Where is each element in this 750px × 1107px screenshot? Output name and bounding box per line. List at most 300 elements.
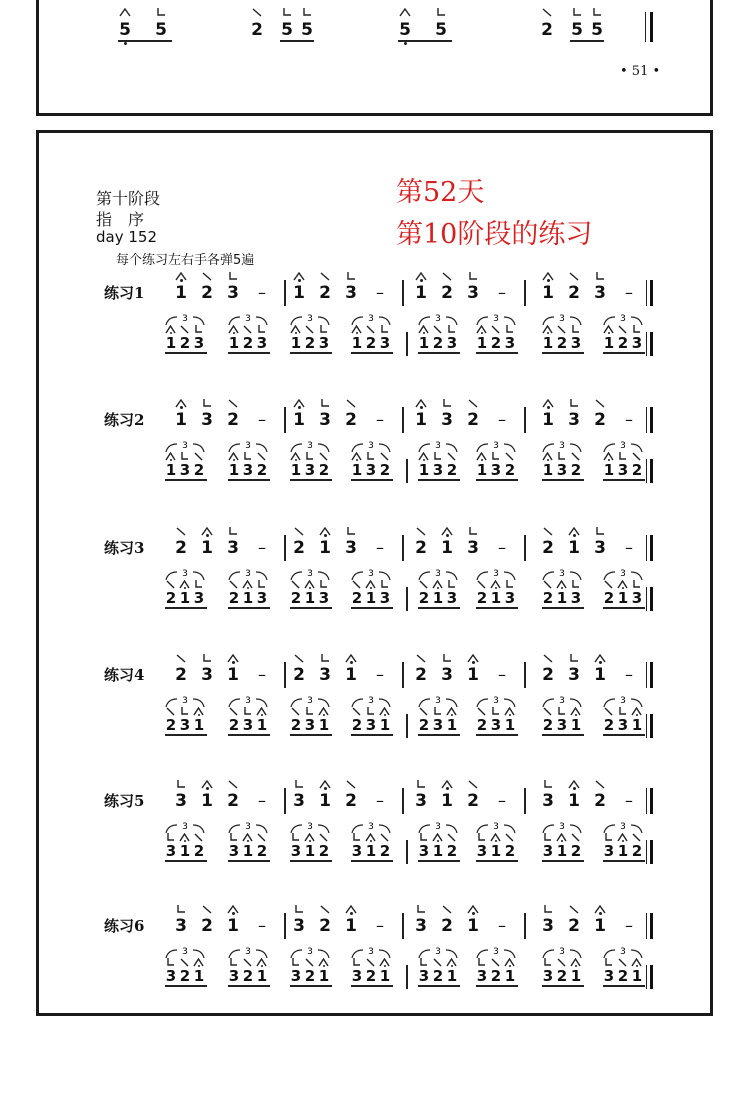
- note: 2: [345, 410, 357, 430]
- hook-mark-icon: [418, 833, 429, 842]
- hook-mark-icon: [379, 580, 390, 589]
- slash-mark-icon: [432, 325, 443, 334]
- exercise-label: 练习2: [104, 411, 145, 429]
- barline: [646, 714, 647, 738]
- slash-mark-icon: [415, 654, 427, 663]
- triplet-number: 3: [245, 696, 251, 706]
- slash-mark-icon: [556, 325, 567, 334]
- triplet-number: 3: [182, 696, 188, 706]
- triplet-underline: [476, 479, 518, 481]
- hook-mark-icon: [476, 958, 487, 967]
- note: 3: [467, 283, 479, 303]
- triplet-note: 1: [631, 716, 643, 734]
- triplet-note: 3: [304, 461, 316, 479]
- triplet-note: 1: [165, 461, 177, 479]
- high-octave-dot: [370, 840, 372, 842]
- triplet-underline: [476, 734, 518, 736]
- triplet-note: 2: [193, 842, 205, 860]
- barline: [402, 535, 404, 561]
- note: 1: [201, 791, 213, 811]
- triplet-underline: [290, 479, 332, 481]
- triplet-number: 3: [559, 441, 565, 451]
- high-octave-dot: [384, 965, 386, 967]
- final-barline: [650, 662, 653, 688]
- triplet-number: 3: [620, 947, 626, 957]
- hook-mark-icon: [193, 580, 204, 589]
- slash-mark-icon: [568, 272, 580, 281]
- triplet-note: 1: [490, 589, 502, 607]
- note: 2: [227, 410, 239, 430]
- barline: [402, 407, 404, 433]
- note: 3: [568, 410, 580, 430]
- triplet-note: 2: [304, 334, 316, 352]
- note: 2: [594, 410, 606, 430]
- note: 2: [568, 916, 580, 936]
- stage-title: 第十阶段: [96, 189, 161, 208]
- triplet-number: 3: [559, 314, 565, 324]
- triplet-number: 3: [559, 822, 565, 832]
- high-octave-dot: [451, 965, 453, 967]
- triplet-arc-icon: [289, 694, 331, 708]
- hook-mark-icon: [504, 580, 515, 589]
- barline: [406, 714, 408, 738]
- triplet-note: 1: [351, 334, 363, 352]
- triplet-arc-icon: [417, 312, 459, 326]
- triplet-underline: [603, 607, 645, 609]
- triplet-note: 2: [351, 716, 363, 734]
- barline: [402, 280, 404, 306]
- triplet-arc-icon: [164, 694, 206, 708]
- triplet-underline: [542, 860, 584, 862]
- low-octave-dot: [404, 42, 407, 45]
- triplet-note: 3: [603, 842, 615, 860]
- high-octave-dot: [233, 459, 235, 461]
- triplet-note: 2: [490, 334, 502, 352]
- slash-mark-icon: [594, 399, 606, 408]
- high-octave-dot: [261, 714, 263, 716]
- high-octave-dot: [324, 787, 327, 790]
- slash-mark-icon: [165, 707, 176, 716]
- triplet-note: 3: [542, 967, 554, 985]
- triplet-note: 3: [476, 967, 488, 985]
- hook-mark-icon: [227, 527, 239, 536]
- sustain-dash: –: [625, 538, 633, 557]
- previous-page-frame: [36, 0, 713, 116]
- triplet-note: 2: [318, 461, 330, 479]
- sustain-dash: –: [258, 665, 266, 684]
- high-octave-dot: [608, 459, 610, 461]
- note: 5: [399, 20, 411, 40]
- triplet-note: 2: [617, 967, 629, 985]
- hook-mark-icon: [256, 325, 267, 334]
- final-barline: [650, 714, 653, 738]
- hook-mark-icon: [242, 707, 253, 716]
- triplet-note: 3: [304, 716, 316, 734]
- triplet-note: 1: [228, 334, 240, 352]
- high-octave-dot: [420, 406, 423, 409]
- page-number: • 51 •: [620, 64, 661, 79]
- triplet-number: 3: [368, 314, 374, 324]
- triplet-underline: [476, 860, 518, 862]
- high-octave-dot: [170, 459, 172, 461]
- slash-mark-icon: [476, 580, 487, 589]
- slash-mark-icon: [228, 580, 239, 589]
- triplet-arc-icon: [602, 439, 644, 453]
- triplet-note: 2: [603, 716, 615, 734]
- note: 3: [415, 791, 427, 811]
- triplet-note: 3: [165, 842, 177, 860]
- triplet-note: 2: [631, 842, 643, 860]
- triplet-underline: [542, 479, 584, 481]
- triplet-note: 1: [318, 716, 330, 734]
- triplet-arc-icon: [227, 567, 269, 581]
- triplet-arc-icon: [417, 694, 459, 708]
- slash-mark-icon: [418, 707, 429, 716]
- triplet-underline: [418, 352, 460, 354]
- day-label: day 152: [96, 228, 157, 246]
- note: 2: [441, 283, 453, 303]
- triplet-note: 2: [242, 967, 254, 985]
- slash-mark-icon: [365, 958, 376, 967]
- triplet-note: 1: [617, 589, 629, 607]
- triplet-note: 3: [228, 842, 240, 860]
- triplet-number: 3: [435, 314, 441, 324]
- note: 2: [175, 665, 187, 685]
- triplet-underline: [603, 985, 645, 987]
- note: 3: [542, 916, 554, 936]
- note: 1: [319, 538, 331, 558]
- high-octave-dot: [636, 714, 638, 716]
- triplet-note: 1: [542, 334, 554, 352]
- hook-mark-icon: [603, 958, 614, 967]
- slash-mark-icon: [570, 833, 581, 842]
- triplet-underline: [165, 860, 207, 862]
- barline: [646, 332, 647, 356]
- slash-mark-icon: [441, 272, 453, 281]
- triplet-number: 3: [620, 441, 626, 451]
- high-octave-dot: [575, 965, 577, 967]
- triplet-note: 3: [351, 842, 363, 860]
- low-octave-dot: [124, 42, 127, 45]
- triplet-note: 3: [290, 842, 302, 860]
- note: 3: [319, 410, 331, 430]
- sustain-dash: –: [498, 283, 506, 302]
- sustain-dash: –: [625, 916, 633, 935]
- triplet-note: 1: [570, 716, 582, 734]
- triplet-note: 2: [418, 716, 430, 734]
- hook-mark-icon: [193, 325, 204, 334]
- triplet-note: 3: [193, 589, 205, 607]
- hook-mark-icon: [201, 654, 213, 663]
- triplet-underline: [351, 985, 393, 987]
- triplet-number: 3: [182, 441, 188, 451]
- sustain-dash: –: [376, 538, 384, 557]
- triplet-note: 1: [228, 461, 240, 479]
- triplet-note: 1: [290, 461, 302, 479]
- triplet-arc-icon: [541, 567, 583, 581]
- hook-mark-icon: [319, 399, 331, 408]
- triplet-note: 2: [556, 967, 568, 985]
- hook-mark-icon: [631, 580, 642, 589]
- triplet-number: 3: [307, 696, 313, 706]
- hook-mark-icon: [432, 707, 443, 716]
- triplet-note: 3: [242, 461, 254, 479]
- triplet-arc-icon: [289, 439, 331, 453]
- hook-mark-icon: [415, 905, 427, 914]
- triplet-underline: [476, 607, 518, 609]
- slash-mark-icon: [467, 399, 479, 408]
- high-octave-dot: [350, 661, 353, 664]
- hook-mark-icon: [568, 399, 580, 408]
- note: 2: [568, 283, 580, 303]
- underline: [570, 40, 604, 42]
- slash-mark-icon: [490, 325, 501, 334]
- triplet-note: 2: [193, 461, 205, 479]
- note: 5: [571, 20, 583, 40]
- triplet-note: 3: [432, 716, 444, 734]
- hook-mark-icon: [490, 707, 501, 716]
- note: 3: [467, 538, 479, 558]
- triplet-note: 3: [556, 716, 568, 734]
- triplet-arc-icon: [541, 945, 583, 959]
- slash-mark-icon: [568, 905, 580, 914]
- note: 2: [415, 665, 427, 685]
- note: 2: [201, 283, 213, 303]
- sustain-dash: –: [625, 410, 633, 429]
- triplet-arc-icon: [602, 945, 644, 959]
- slash-mark-icon: [242, 325, 253, 334]
- sustain-dash: –: [258, 410, 266, 429]
- triplet-underline: [603, 860, 645, 862]
- barline: [406, 332, 408, 356]
- hook-mark-icon: [293, 780, 305, 789]
- triplet-underline: [165, 734, 207, 736]
- note: 3: [345, 283, 357, 303]
- triplet-underline: [351, 479, 393, 481]
- exercise-label: 练习1: [104, 284, 145, 302]
- note: 1: [293, 410, 305, 430]
- slash-mark-icon: [542, 707, 553, 716]
- triplet-underline: [351, 607, 393, 609]
- hook-mark-icon: [281, 8, 293, 17]
- triplet-note: 2: [379, 461, 391, 479]
- high-octave-dot: [437, 587, 439, 589]
- high-octave-dot: [323, 714, 325, 716]
- triplet-note: 3: [556, 461, 568, 479]
- triplet-underline: [165, 352, 207, 354]
- triplet-arc-icon: [602, 312, 644, 326]
- high-octave-dot: [184, 587, 186, 589]
- high-octave-dot: [509, 965, 511, 967]
- slash-mark-icon: [379, 452, 390, 461]
- triplet-note: 3: [256, 334, 268, 352]
- slash-mark-icon: [446, 833, 457, 842]
- hook-mark-icon: [351, 958, 362, 967]
- triplet-number: 3: [368, 441, 374, 451]
- high-octave-dot: [573, 787, 576, 790]
- note: 2: [542, 665, 554, 685]
- triplet-note: 1: [304, 589, 316, 607]
- slash-mark-icon: [365, 325, 376, 334]
- note: 3: [201, 410, 213, 430]
- hook-mark-icon: [304, 707, 315, 716]
- barline: [524, 407, 526, 433]
- slash-mark-icon: [476, 707, 487, 716]
- triplet-arc-icon: [541, 820, 583, 834]
- triplet-note: 3: [603, 967, 615, 985]
- hook-mark-icon: [591, 8, 603, 17]
- triplet-underline: [228, 860, 270, 862]
- triplet-note: 3: [490, 461, 502, 479]
- high-octave-dot: [247, 587, 249, 589]
- triplet-underline: [542, 985, 584, 987]
- hook-mark-icon: [594, 527, 606, 536]
- triplet-note: 3: [228, 967, 240, 985]
- slash-mark-icon: [351, 580, 362, 589]
- high-octave-dot: [622, 840, 624, 842]
- high-octave-dot: [356, 332, 358, 334]
- high-octave-dot: [495, 840, 497, 842]
- triplet-number: 3: [435, 822, 441, 832]
- note: 1: [441, 791, 453, 811]
- slash-mark-icon: [345, 780, 357, 789]
- slash-mark-icon: [432, 958, 443, 967]
- triplet-underline: [290, 985, 332, 987]
- hook-mark-icon: [556, 707, 567, 716]
- hook-mark-icon: [365, 707, 376, 716]
- note: 5: [281, 20, 293, 40]
- hook-mark-icon: [319, 654, 331, 663]
- sustain-dash: –: [625, 283, 633, 302]
- hook-mark-icon: [504, 325, 515, 334]
- triplet-note: 1: [318, 967, 330, 985]
- triplet-note: 2: [365, 967, 377, 985]
- sustain-dash: –: [498, 791, 506, 810]
- note: 2: [467, 791, 479, 811]
- high-octave-dot: [495, 587, 497, 589]
- note: 1: [568, 791, 580, 811]
- high-octave-dot: [295, 459, 297, 461]
- high-octave-dot: [232, 661, 235, 664]
- triplet-note: 3: [318, 589, 330, 607]
- triplet-number: 3: [245, 569, 251, 579]
- triplet-note: 2: [379, 842, 391, 860]
- slash-mark-icon: [542, 654, 554, 663]
- triplet-note: 1: [290, 334, 302, 352]
- note: 2: [251, 20, 263, 40]
- hook-mark-icon: [441, 399, 453, 408]
- triplet-number: 3: [368, 947, 374, 957]
- high-octave-dot: [180, 279, 183, 282]
- triplet-underline: [165, 607, 207, 609]
- triplet-arc-icon: [289, 820, 331, 834]
- triplet-number: 3: [435, 569, 441, 579]
- slash-mark-icon: [542, 580, 553, 589]
- triplet-underline: [418, 734, 460, 736]
- triplet-number: 3: [620, 822, 626, 832]
- triplet-underline: [290, 352, 332, 354]
- note: 2: [345, 791, 357, 811]
- slash-mark-icon: [631, 452, 642, 461]
- slash-mark-icon: [304, 325, 315, 334]
- triplet-note: 1: [617, 842, 629, 860]
- high-octave-dot: [261, 965, 263, 967]
- underline: [280, 40, 314, 42]
- triplet-number: 3: [307, 314, 313, 324]
- note: 1: [293, 283, 305, 303]
- note: 2: [175, 538, 187, 558]
- high-octave-dot: [370, 587, 372, 589]
- triplet-number: 3: [368, 569, 374, 579]
- triplet-note: 1: [556, 589, 568, 607]
- triplet-note: 3: [365, 461, 377, 479]
- note: 5: [591, 20, 603, 40]
- triplet-note: 1: [193, 716, 205, 734]
- final-barline: [650, 587, 653, 611]
- triplet-underline: [290, 734, 332, 736]
- note: 3: [175, 791, 187, 811]
- slash-mark-icon: [290, 580, 301, 589]
- triplet-arc-icon: [350, 694, 392, 708]
- slash-mark-icon: [179, 958, 190, 967]
- triplet-arc-icon: [227, 694, 269, 708]
- note: 3: [345, 538, 357, 558]
- note: 1: [467, 916, 479, 936]
- triplet-note: 2: [446, 461, 458, 479]
- note: 3: [293, 791, 305, 811]
- slash-mark-icon: [290, 707, 301, 716]
- slash-mark-icon: [251, 8, 263, 17]
- triplet-note: 2: [290, 589, 302, 607]
- high-octave-dot: [184, 840, 186, 842]
- note: 2: [594, 791, 606, 811]
- high-octave-dot: [547, 406, 550, 409]
- triplet-underline: [351, 352, 393, 354]
- triplet-number: 3: [245, 441, 251, 451]
- triplet-arc-icon: [164, 820, 206, 834]
- triplet-note: 2: [476, 589, 488, 607]
- note: 1: [345, 916, 357, 936]
- note: 3: [441, 410, 453, 430]
- note: 2: [227, 791, 239, 811]
- high-octave-dot: [561, 840, 563, 842]
- triplet-note: 2: [179, 967, 191, 985]
- triplet-arc-icon: [164, 945, 206, 959]
- triplet-note: 1: [193, 967, 205, 985]
- triplet-underline: [228, 352, 270, 354]
- triplet-underline: [418, 479, 460, 481]
- slash-mark-icon: [351, 707, 362, 716]
- slash-mark-icon: [193, 452, 204, 461]
- high-octave-dot: [232, 912, 235, 915]
- triplet-arc-icon: [417, 439, 459, 453]
- note: 3: [319, 665, 331, 685]
- triplet-note: 2: [542, 716, 554, 734]
- note: 1: [542, 410, 554, 430]
- triplet-arc-icon: [350, 567, 392, 581]
- triplet-note: 2: [228, 716, 240, 734]
- triplet-note: 1: [351, 461, 363, 479]
- hook-mark-icon: [365, 452, 376, 461]
- triplet-note: 1: [432, 589, 444, 607]
- high-octave-dot: [608, 332, 610, 334]
- triplet-note: 2: [476, 716, 488, 734]
- hook-mark-icon: [155, 8, 167, 17]
- triplet-note: 2: [542, 589, 554, 607]
- slash-mark-icon: [379, 833, 390, 842]
- triplet-note: 1: [379, 716, 391, 734]
- triplet-note: 1: [490, 842, 502, 860]
